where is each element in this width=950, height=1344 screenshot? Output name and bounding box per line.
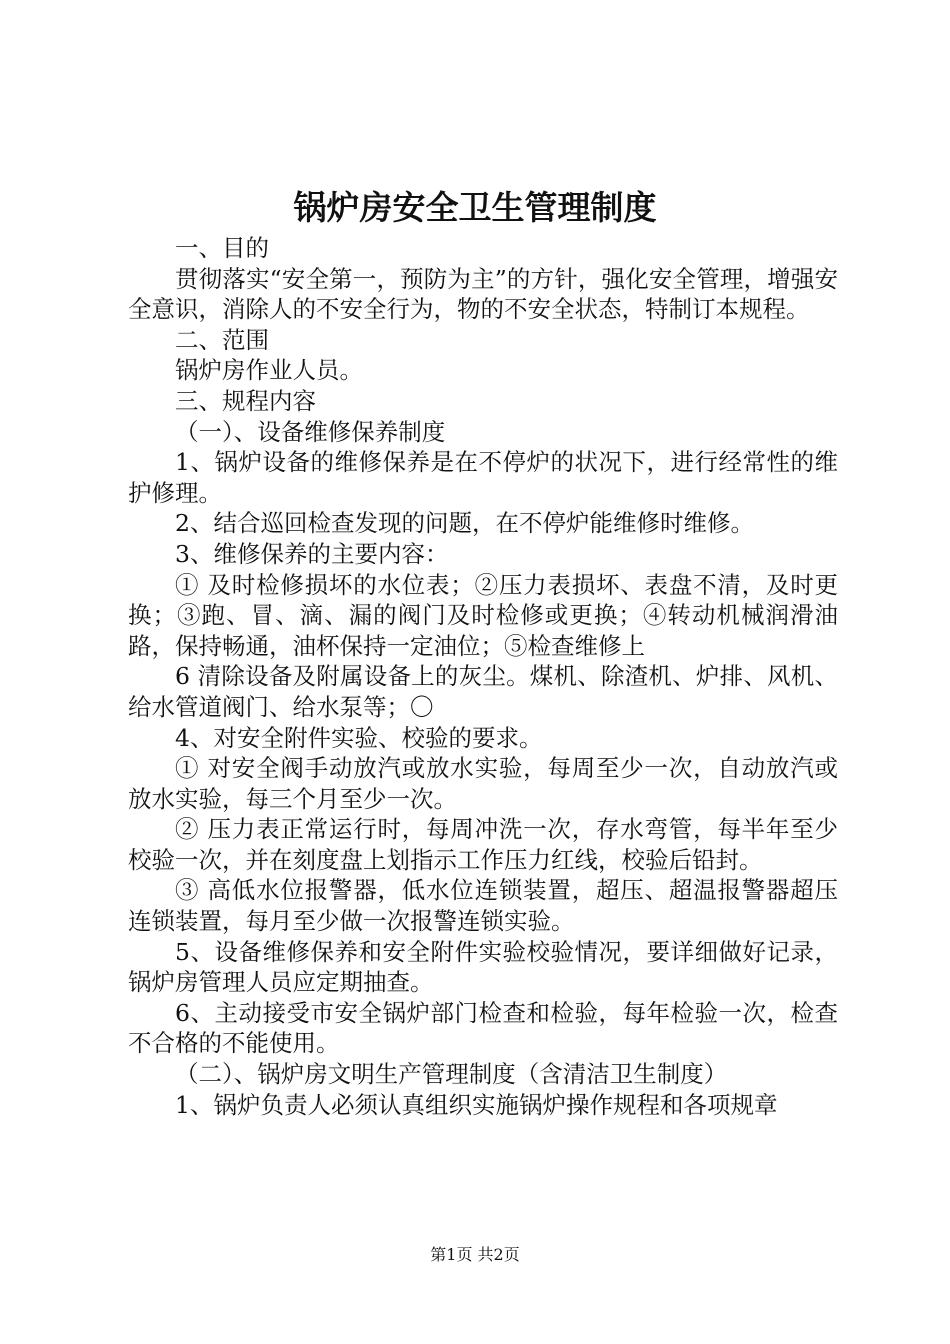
paragraph: ① 对安全阀手动放汽或放水实验，每周至少一次，自动放汽或放水实验，每三个月至少一次。 [128, 754, 838, 813]
paragraph: ③ 高低水位报警器，低水位连锁装置，超压、超温报警器超压连锁装置，每月至少做一次报警连锁实验。 [128, 876, 838, 936]
paragraph: 4、对安全附件实验、校验的要求。 [175, 723, 543, 752]
paragraph: ② 压力表正常运行时，每周冲洗一次，存水弯管，每半年至少校验一次，并在刻度盘上划指示工作压力红线，校验后铅封。 [128, 815, 838, 874]
page-number-footer: 第1页 共2页 [430, 1245, 520, 1264]
paragraph: 锅炉房作业人员。 [175, 356, 363, 385]
paragraph: 3、维修保养的主要内容： [175, 539, 449, 568]
paragraph: 三、规程内容 [175, 386, 316, 415]
paragraph: （二）、锅炉房文明生产管理制度（含清洁卫生制度） [175, 1060, 728, 1089]
paragraph: 6、主动接受市安全锅炉部门检查和检验，每年检验一次，检查不合格的不能使用。 [128, 998, 838, 1058]
paragraph: 1、锅炉负责人必须认真组织实施锅炉操作规程和各项规章 [175, 1090, 778, 1119]
paragraph: （一）、设备维修保养制度 [175, 417, 446, 446]
paragraph: 5、设备维修保养和安全附件实验校验情况，要详细做好记录，锅炉房管理人员应定期抽查。 [128, 937, 838, 997]
paragraph: ① 及时检修损坏的水位表；②压力表损坏、表盘不清，及时更换；③跑、冒、滴、漏的阀门及时检修或更换；④转动机械润滑油路，保持畅通，油杯保持一定油位；⑤检查维修上 [128, 570, 838, 660]
paragraph: 一、目的 [175, 234, 269, 262]
paragraph: 6 清除设备及附属设备上的灰尘。煤机、除渣机、炉排、风机、给水管道阀门、给水泵等；〇 [128, 662, 838, 721]
paragraph: 1、锅炉设备的维修保养是在不停炉的状况下，进行经常性的维护修理。 [128, 448, 838, 507]
document-body [128, 233, 838, 1120]
paragraph: 贯彻落实“安全第一，预防为主”的方针，强化安全管理，增强安全意识，消除人的不安全行为，物的不安全状态，特制订本规程。 [128, 264, 838, 324]
document-title: 锅炉房安全卫生管理制度 [293, 188, 657, 227]
paragraph: 2、结合巡回检查发现的问题，在不停炉能维修时维修。 [175, 509, 754, 538]
paragraph: 二、范围 [175, 325, 269, 354]
